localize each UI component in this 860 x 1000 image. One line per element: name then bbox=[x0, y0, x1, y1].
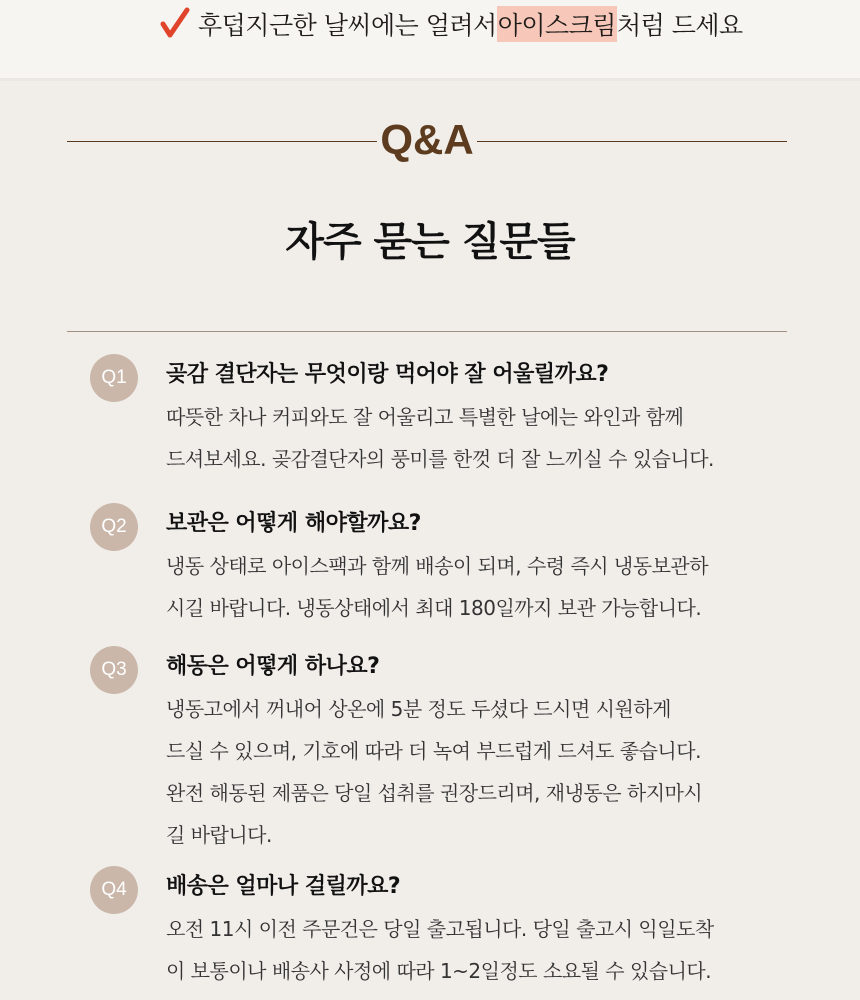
section-divider bbox=[67, 331, 787, 332]
faq-title: 자주 묻는 질문들 bbox=[285, 219, 575, 265]
answer-line: 오전 11시 이전 주문건은 당일 출고됩니다. 당일 출고시 익일도착 bbox=[166, 917, 714, 941]
question-text: 해동은 어떻게 하나요? bbox=[166, 654, 380, 679]
answer-line: 드실 수 있으며, 기호에 따라 더 녹여 부드럽게 드셔도 좋습니다. bbox=[166, 739, 701, 763]
answer-line: 완전 해동된 제품은 당일 섭취를 권장드리며, 재냉동은 하지마시 bbox=[166, 781, 703, 805]
answer-line: 냉동 상태로 아이스팩과 함께 배송이 되며, 수령 즉시 냉동보관하 bbox=[166, 554, 709, 578]
answer-text bbox=[166, 688, 806, 856]
question-badge: Q1 bbox=[90, 354, 138, 402]
answer-text bbox=[166, 908, 806, 992]
header-rule-left bbox=[67, 141, 377, 142]
answer-line: 드셔보세요. 곶감결단자의 풍미를 한껏 더 잘 느끼실 수 있습니다. bbox=[166, 447, 714, 471]
qa-label: Q&A bbox=[380, 116, 474, 163]
checkmark-icon bbox=[158, 7, 192, 41]
answer-text bbox=[166, 545, 806, 629]
answer-line: 시길 바랍니다. 냉동상태에서 최대 180일까지 보관 가능합니다. bbox=[166, 596, 702, 620]
question-text: 보관은 어떻게 해야할까요? bbox=[166, 511, 421, 536]
answer-line: 이 보통이나 배송사 사정에 따라 1~2일정도 소요될 수 있습니다. bbox=[166, 959, 712, 983]
tip-text-end: 처럼 드세요 bbox=[616, 11, 743, 40]
question-text: 배송은 얼마나 걸릴까요? bbox=[166, 874, 401, 899]
tip-text: 후덥지근한 날씨에는 얼려서 bbox=[198, 11, 497, 40]
question-text: 곶감 결단자는 무엇이랑 먹어야 잘 어울릴까요? bbox=[166, 362, 609, 387]
question-badge: Q3 bbox=[90, 646, 138, 694]
answer-line: 냉동고에서 꺼내어 상온에 5분 정도 두셨다 드시면 시원하게 bbox=[166, 697, 671, 721]
answer-line: 길 바랍니다. bbox=[166, 823, 272, 847]
question-badge: Q4 bbox=[90, 866, 138, 914]
qa-header bbox=[67, 112, 787, 168]
answer-line: 따뜻한 차나 커피와도 잘 어울리고 특별한 날에는 와인과 함께 bbox=[166, 405, 684, 429]
serving-tip bbox=[158, 2, 743, 46]
header-rule-right bbox=[477, 141, 787, 142]
tip-banner bbox=[0, 0, 860, 81]
question-badge: Q2 bbox=[90, 503, 138, 551]
tip-highlight: 아이스크림 bbox=[497, 6, 617, 42]
answer-text bbox=[166, 396, 806, 480]
